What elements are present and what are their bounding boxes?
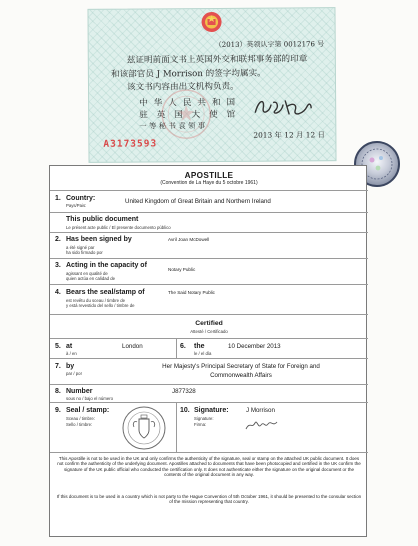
embassy-name-row-2: 驻 英 国 大 使 馆 xyxy=(139,109,236,121)
field-at-and-date: 5. at à / en London 6. the le / el día 10 December 2013 xyxy=(50,338,368,358)
field-seal-and-signature: 9. Seal / stamp: Sceau / timbre: Sello / timbre: 10. Signature: J Morrison Signature: Firma: xyxy=(50,402,368,452)
certified-heading: Certified Attesté / Certificado xyxy=(50,314,368,338)
signature-value: J Morrison xyxy=(246,407,275,414)
field-public-document: This public document Le présent acte public / El presente documento público xyxy=(50,212,368,232)
field-number: 8. Number sous no / bajo el número J877328 xyxy=(50,384,368,402)
apostille-title: APOSTILLE xyxy=(184,171,234,180)
date-value: 10 December 2013 xyxy=(228,343,281,350)
footer-disclaimer: This Apostille is not to be used in the UK and only confirms the authenticity of the signature, seal or stamp on the attached UK public document. It does not confirm the authenticity of the underlying document. Apostilles attached to documents that have been photocopied and certified in the UK confirm the signature of the UK public official who conducted the certification only. It does not authenticate either the signature on the original document or the contents of the original document in any way. xyxy=(57,456,361,478)
legalisation-slip xyxy=(87,7,336,163)
cert-number: （2013）英领认字第 0012176 号 xyxy=(214,40,325,49)
serial-number: A3173593 xyxy=(103,138,158,150)
apostille-certificate xyxy=(49,165,367,537)
seal-of-value: The Said Notary Public xyxy=(168,290,215,295)
royal-coat-of-arms-stamp-icon xyxy=(120,405,168,451)
embassy-seal-stamp-icon xyxy=(159,87,213,141)
field-seal-of: 4. Bears the seal/stamp of est revêtu du sceau / timbre de y está revestido del sello / timbre de The Said Notary Public xyxy=(50,284,368,314)
signed-by-value: Avril Joan McDowell xyxy=(168,237,210,242)
legalisation-date: 2013 年 12 月 12 日 xyxy=(253,130,325,140)
field-signed-by: 2. Has been signed by a été signé par ha sido firmado por Avril Joan McDowell xyxy=(50,232,368,258)
legalisation-line-1: 兹证明前面文书上英国外交和联邦事务部的印章 xyxy=(126,54,308,66)
field-country: 1. Country: Pays/Pais: United Kingdom of Great Britain and Northern Ireland xyxy=(50,190,368,212)
by-value-line-2: Commonwealth Affairs xyxy=(210,372,272,379)
field-by: 7. by par / por Her Majesty's Principal Secretary of State for Foreign and Commonwealth Affairs xyxy=(50,358,368,384)
consul-signature-icon xyxy=(251,92,315,122)
footer-divider xyxy=(50,452,368,453)
column-divider xyxy=(176,339,177,359)
country-value: United Kingdom of Great Britain and Northern Ireland xyxy=(125,198,271,205)
handwritten-signature-icon xyxy=(244,417,280,433)
legalisation-line-2: 和该部官员 J Morrison 的签字均属实。 xyxy=(110,68,266,80)
footer-hague-note: If this document is to be used in a country which is not party to the Hague Convention of 5th October 1961, it should be presented to the consular section of the mission representing that country. xyxy=(56,494,362,505)
embassy-name-row-1: 中 华 人 民 共 和 国 xyxy=(139,97,236,109)
chinese-national-emblem-icon xyxy=(200,11,222,33)
legalisation-line-3: 该文书内容由出文机构负责。 xyxy=(126,81,239,93)
by-value-line-1: Her Majesty's Principal Secretary of State for Foreign and xyxy=(162,363,320,370)
number-value: J877328 xyxy=(172,388,196,395)
apostille-subtitle: (Convention de La Haye du 5 octobre 1961) xyxy=(160,180,258,186)
capacity-value: Notary Public xyxy=(168,267,196,272)
at-value: London xyxy=(122,343,143,350)
embassy-official-title: 一 等 秘 书 袁 领 事 xyxy=(139,121,206,131)
field-capacity: 3. Acting in the capacity of agissant en qualité de quien actúa en calidad de Notary Public xyxy=(50,258,368,284)
column-divider xyxy=(176,403,177,453)
